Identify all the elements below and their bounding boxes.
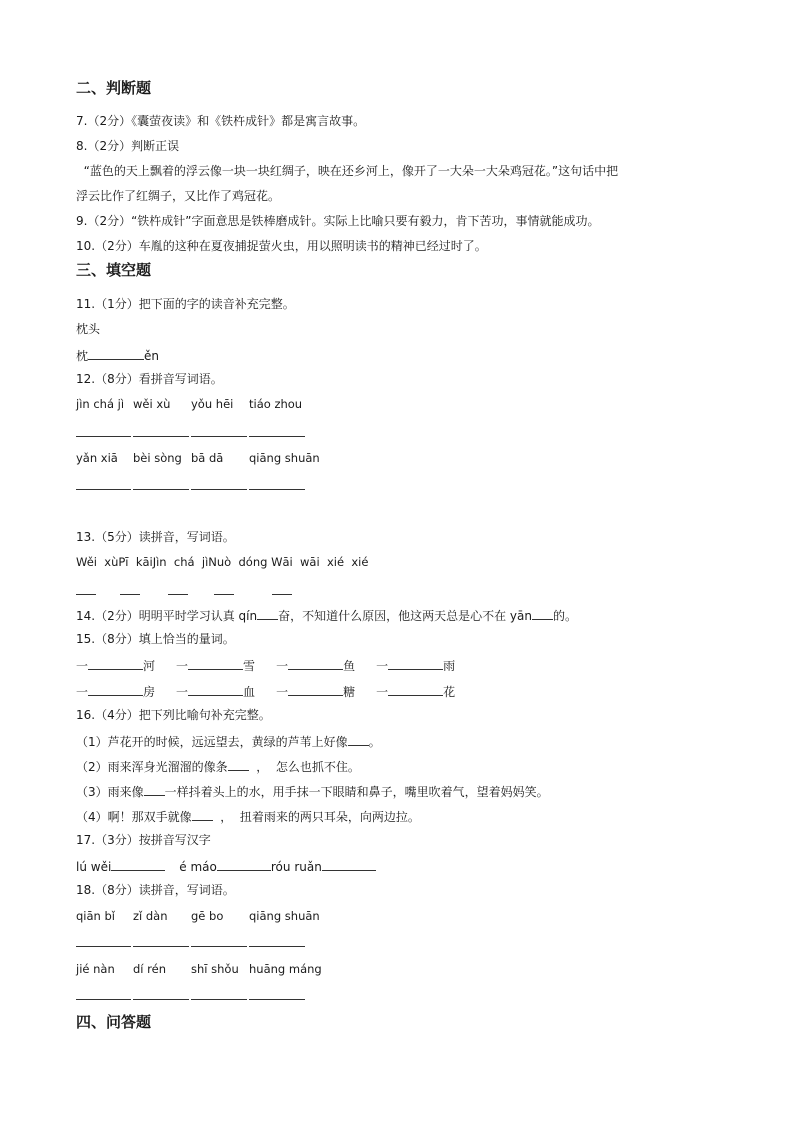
pinyin-17: róu ruǎn	[270, 860, 322, 874]
answer-blank[interactable]	[192, 807, 213, 821]
question-7: 7.（2分）《囊萤夜读》和《铁杵成针》都是寓言故事。	[76, 114, 366, 128]
question-16-sentence4	[76, 807, 420, 826]
pinyin-12-3: yǒu hēi	[191, 397, 234, 411]
question-11-word: 枕头	[76, 322, 101, 336]
answer-blank[interactable]	[348, 732, 369, 746]
section-heading-fill: 三、填空题	[76, 261, 152, 279]
pinyin-17: é máo	[179, 860, 217, 874]
measure-target: 血	[243, 685, 256, 699]
yi-char: 一	[376, 659, 389, 673]
answer-blank[interactable]	[88, 656, 143, 670]
yi-char: 一	[276, 685, 289, 699]
pinyin-12-1: jìn chá jì	[76, 397, 125, 411]
question-13-stem: 13.（5分）读拼音，写词语。	[76, 530, 235, 544]
question-11-char: 枕	[76, 349, 89, 363]
section-heading-qa: 四、问答题	[76, 1013, 152, 1031]
question-16-sentence2	[76, 757, 360, 776]
pinyin-12-2: wěi xù	[133, 397, 171, 411]
question-15-row1	[76, 656, 455, 675]
sentence-text: （4）啊！那双手就像	[76, 810, 192, 824]
answer-blank[interactable]	[532, 606, 553, 620]
answer-blank[interactable]	[388, 656, 443, 670]
answer-blank[interactable]	[144, 782, 165, 796]
pinyin-18-8: huāng máng	[249, 962, 322, 976]
yi-char: 一	[76, 685, 89, 699]
pinyin-12-6: bèi sòng	[133, 451, 182, 465]
question-14	[76, 606, 577, 625]
pinyin-18-7: shī shǒu	[191, 962, 239, 976]
question-16-sentence1	[76, 732, 381, 751]
sentence-text: （3）雨来像	[76, 785, 144, 799]
yi-char: 一	[376, 685, 389, 699]
question-17-row	[76, 857, 376, 876]
measure-target: 雪	[243, 659, 256, 673]
sentence-text: （1）芦花开的时候，远远望去，黄绿的芦苇上好像	[76, 735, 348, 749]
pinyin-18-1: qiān bǐ	[76, 909, 115, 923]
question-11-tail: ěn	[144, 349, 160, 363]
pinyin-18-3: gē bo	[191, 909, 224, 923]
question-14-part1: 14.（2分）明明平时学习认真 qín	[76, 609, 258, 623]
pinyin-18-2: zǐ dàn	[133, 909, 168, 923]
measure-target: 房	[143, 685, 156, 699]
section-heading-judge: 二、判断题	[76, 79, 152, 97]
question-16-stem: 16.（4分）把下列比喻句补充完整。	[76, 708, 271, 722]
answer-blank[interactable]	[217, 857, 271, 871]
measure-target: 鱼	[343, 659, 356, 673]
question-10: 10.（2分）车胤的这种在夏夜捕捉萤火虫，用以照明读书的精神已经过时了。	[76, 239, 487, 253]
measure-target: 花	[443, 685, 456, 699]
question-15-stem: 15.（8分）填上恰当的量词。	[76, 632, 235, 646]
question-15-row2	[76, 682, 455, 701]
measure-target: 雨	[443, 659, 456, 673]
pinyin-12-8: qiāng shuān	[249, 451, 320, 465]
answer-blank[interactable]	[228, 757, 249, 771]
answer-blank[interactable]	[188, 682, 243, 696]
pinyin-12-5: yǎn xiā	[76, 451, 118, 465]
question-16-sentence3	[76, 782, 549, 801]
answer-blank[interactable]	[388, 682, 443, 696]
yi-char: 一	[176, 659, 189, 673]
question-14-part2: 奋，不知道什么原因，他这两天总是心不在 yān	[278, 609, 532, 623]
answer-blank[interactable]	[188, 656, 243, 670]
pinyin-13: Wěi xùPī kāiJìn chá jìNuò dóng Wāi wāi xié xié	[76, 555, 369, 569]
yi-char: 一	[76, 659, 89, 673]
yi-char: 一	[276, 659, 289, 673]
answer-blank[interactable]	[111, 857, 165, 871]
pinyin-18-4: qiāng shuān	[249, 909, 320, 923]
question-11-answer	[76, 346, 159, 365]
measure-target: 河	[143, 659, 156, 673]
question-18-stem: 18.（8分）读拼音，写词语。	[76, 883, 235, 897]
answer-blank[interactable]	[88, 682, 143, 696]
yi-char: 一	[176, 685, 189, 699]
question-8-body-line1: “蓝色的天上飘着的浮云像一块一块红绸子，映在还乡河上，像开了一大朵一大朵鸡冠花。”这句话中把	[76, 164, 619, 178]
answer-blank[interactable]	[88, 346, 144, 360]
measure-target: 糖	[343, 685, 356, 699]
sentence-text: ， 怎么也抓不住。	[248, 760, 360, 774]
answer-blank[interactable]	[288, 656, 343, 670]
answer-blank[interactable]	[322, 857, 376, 871]
sentence-text: 。	[368, 735, 381, 749]
question-8-body-line2: 浮云比作了红绸子，又比作了鸡冠花。	[76, 189, 281, 203]
pinyin-17: lú wěi	[76, 860, 112, 874]
pinyin-18-5: jié nàn	[76, 962, 115, 976]
question-9: 9.（2分）“铁杵成针”字面意思是铁棒磨成针。实际上比喻只要有毅力，肯下苦功，事情就能成功。	[76, 214, 600, 228]
sentence-text: （2）雨来浑身光溜溜的像条	[76, 760, 228, 774]
question-14-part3: 的。	[552, 609, 577, 623]
question-12-stem: 12.（8分）看拼音写词语。	[76, 372, 223, 386]
pinyin-12-7: bā dā	[191, 451, 224, 465]
answer-blank[interactable]	[288, 682, 343, 696]
sentence-text: 一样抖着头上的水，用手抹一下眼睛和鼻子，嘴里吹着气，望着妈妈笑。	[164, 785, 549, 799]
question-17-stem: 17.（3分）按拼音写汉字	[76, 833, 211, 847]
pinyin-12-4: tiáo zhou	[249, 397, 303, 411]
sentence-text: ， 扭着雨来的两只耳朵，向两边拉。	[212, 810, 420, 824]
question-8-stem: 8.（2分）判断正误	[76, 139, 180, 153]
question-11-stem: 11.（1分）把下面的字的读音补充完整。	[76, 297, 295, 311]
answer-blank[interactable]	[257, 606, 278, 620]
pinyin-18-6: dí rén	[133, 962, 166, 976]
